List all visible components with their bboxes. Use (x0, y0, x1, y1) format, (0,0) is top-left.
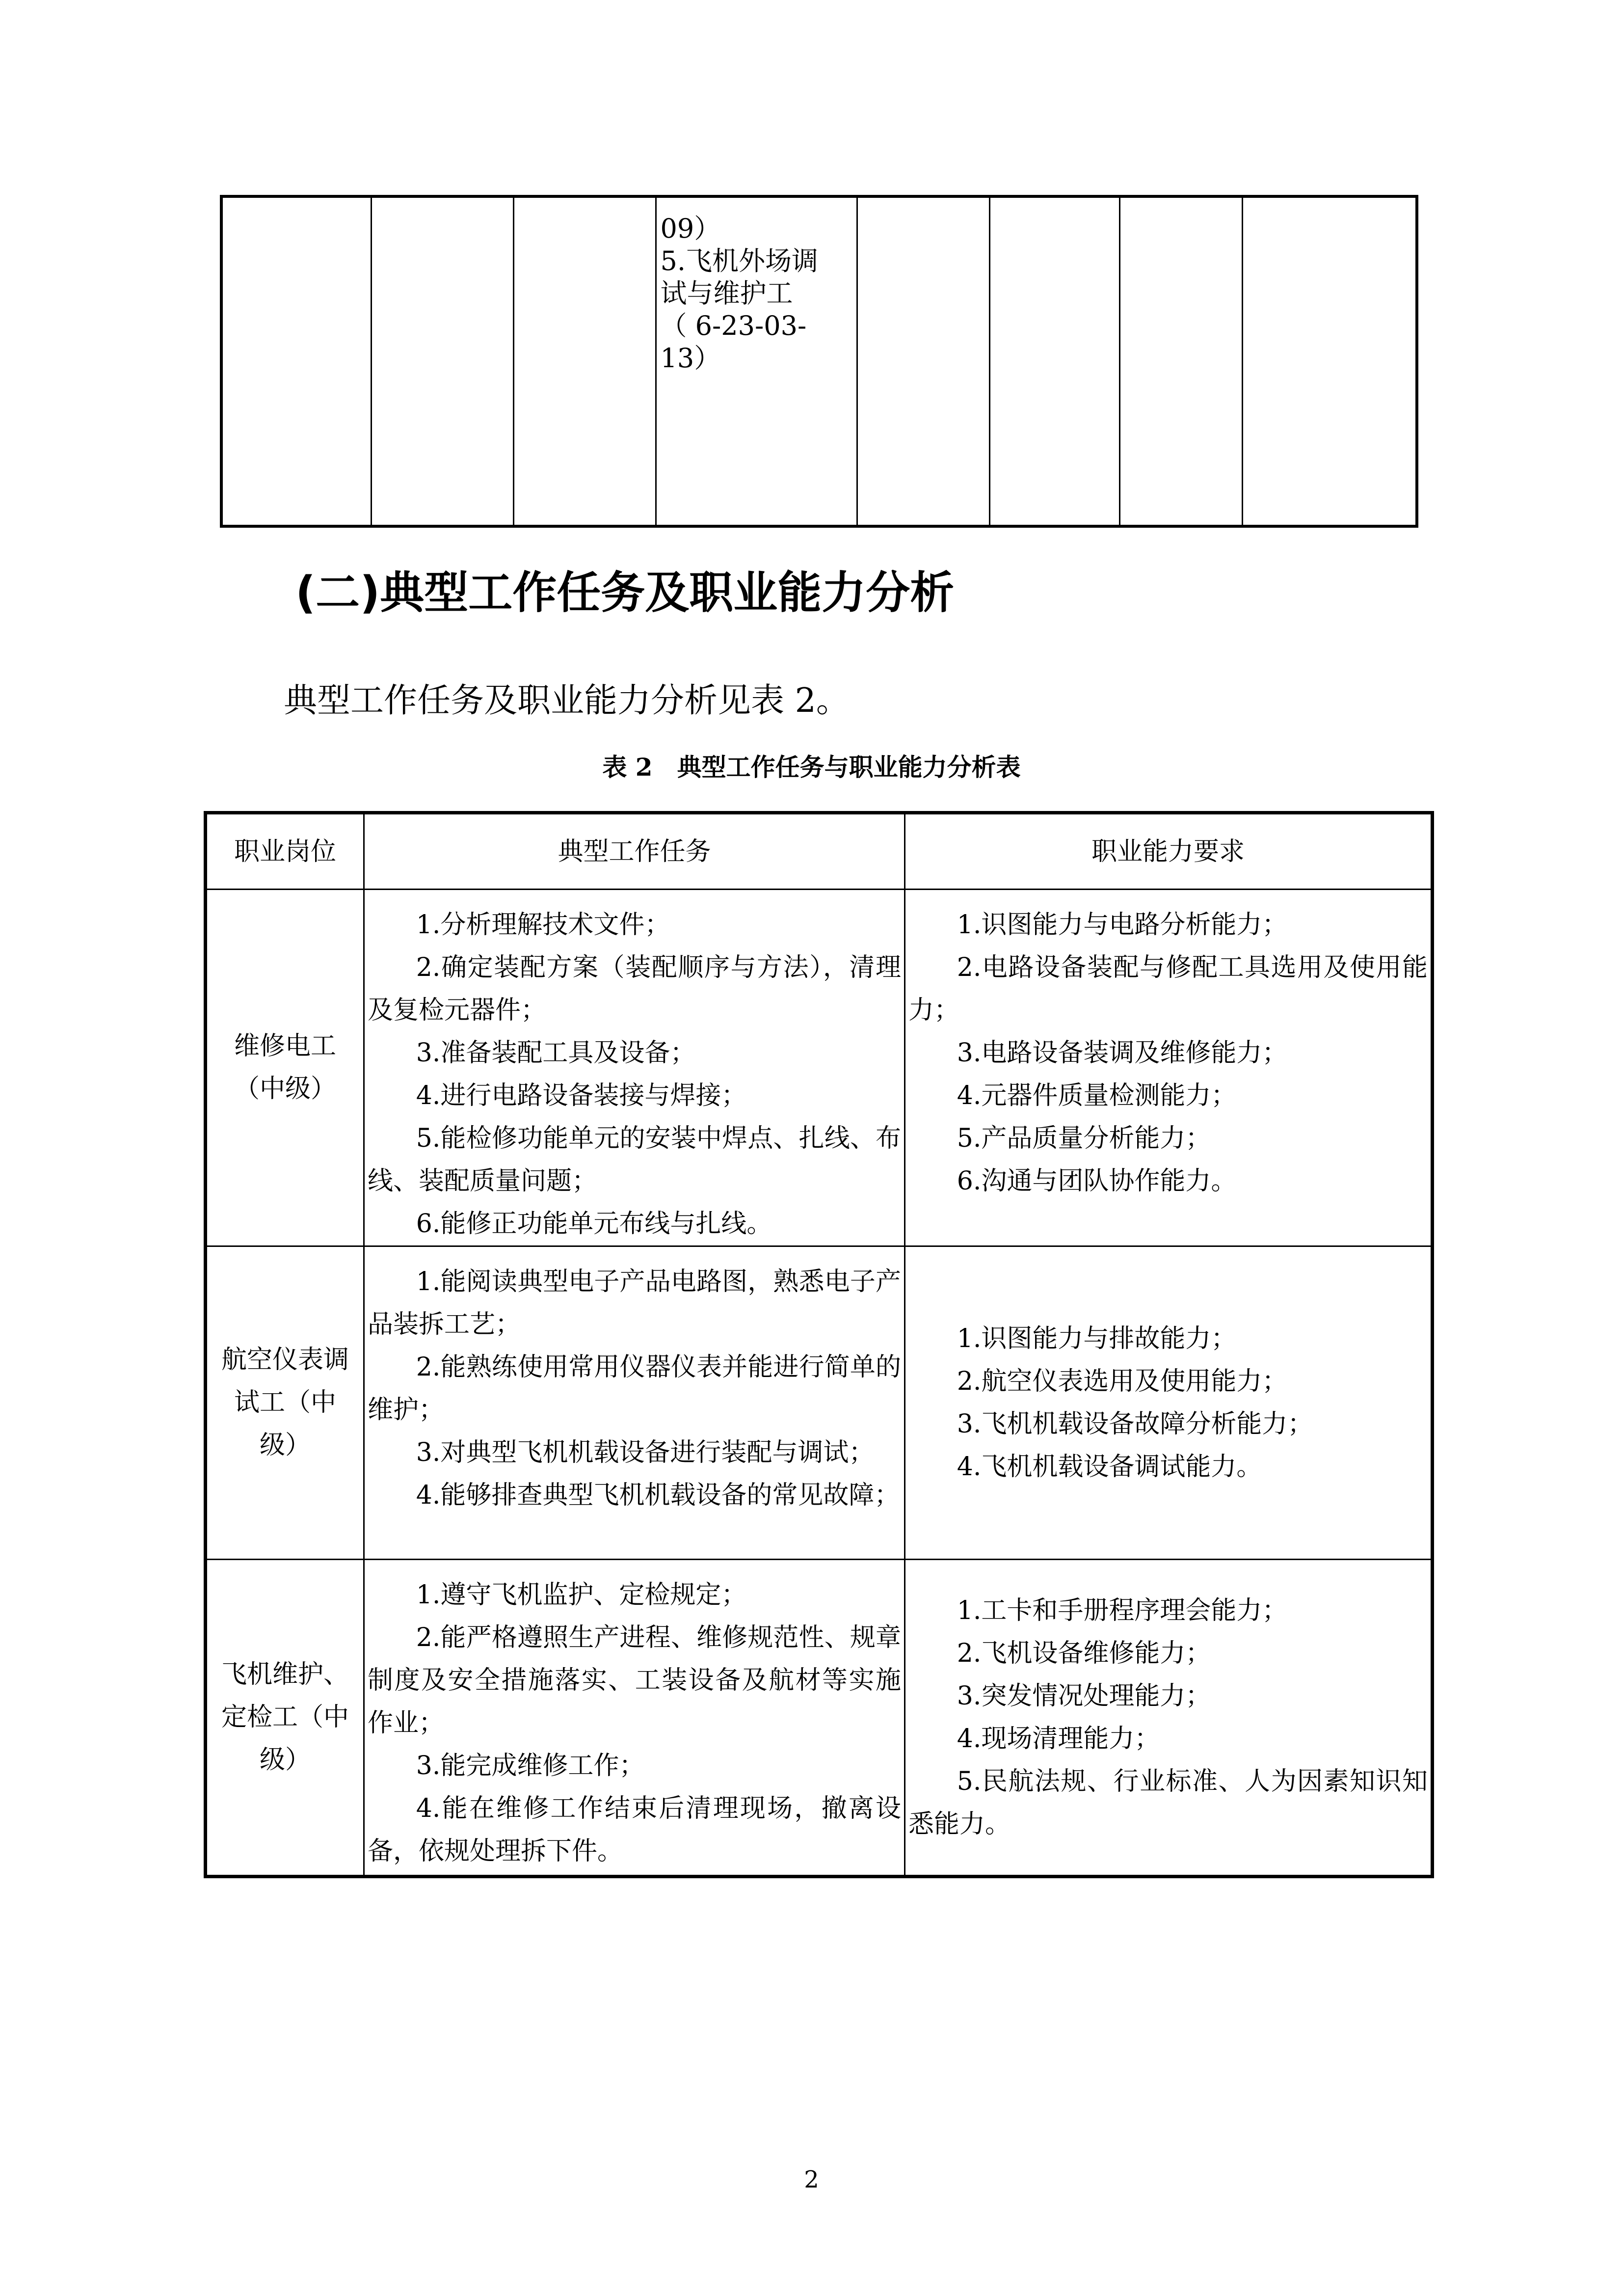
tasks-cell (364, 890, 905, 1246)
task-item: 2.确定装配方案（装配顺序与方法），清理及复检元器件； (368, 953, 901, 1025)
ability-item: 2.飞机设备维修能力； (957, 1638, 1211, 1668)
position-cell (206, 890, 364, 1246)
task-item: 2.能熟练使用常用仪器仪表并能进行简单的维护； (368, 1352, 901, 1425)
abilities-cell (905, 1560, 1433, 1877)
task-item: 3.对典型飞机机载设备进行装配与调试； (416, 1438, 875, 1467)
table-header-row (206, 813, 1433, 890)
table1-cell (1119, 196, 1242, 526)
tasks-cell (364, 1246, 905, 1560)
header-abilities: 职业能力要求 (905, 813, 1433, 890)
position-line: 维修电工 (234, 1031, 336, 1061)
table1-cell (857, 196, 989, 526)
table-row (206, 1246, 1433, 1560)
abilities-cell (905, 890, 1433, 1246)
ability-item: 4.元器件质量检测能力； (957, 1081, 1237, 1110)
position-cell (206, 1560, 364, 1877)
section-intro: 典型工作任务及职业能力分析见表 2。 (284, 681, 850, 720)
table1-continuation (220, 195, 1418, 528)
ability-item: 2.航空仪表选用及使用能力； (957, 1366, 1288, 1396)
ability-item: 3.突发情况处理能力； (957, 1681, 1211, 1711)
task-item: 5.能检修功能单元的安装中焊点、扎线、布线、装配质量问题； (368, 1124, 901, 1196)
position-line: 航空仪表调 (221, 1345, 349, 1375)
task-item: 2.能严格遵照生产进程、维修规范性、规章制度及安全措施落实、工装设备及航材等实施作业； (368, 1623, 901, 1738)
position-line: 定检工（中 (221, 1702, 349, 1732)
table-row (206, 1560, 1433, 1877)
table1-cell (989, 196, 1119, 526)
table-caption: 表 2 典型工作任务与职业能力分析表 (602, 753, 1021, 782)
table1-cell (221, 196, 371, 526)
task-item: 1.能阅读典型电子产品电路图，熟悉电子产品装拆工艺； (368, 1267, 901, 1339)
page-number: 2 (804, 2166, 819, 2193)
table1-row (221, 196, 1417, 526)
task-item: 4.能在维修工作结束后清理现场，撤离设备，依规处理拆下件。 (368, 1794, 901, 1866)
ability-item: 3.飞机机载设备故障分析能力； (957, 1409, 1313, 1439)
ability-item: 6.沟通与团队协作能力。 (957, 1166, 1237, 1196)
table-row (206, 890, 1433, 1246)
header-tasks: 典型工作任务 (364, 813, 905, 890)
job-analysis-table (204, 811, 1434, 1878)
ability-item: 1.工卡和手册程序理会能力； (957, 1595, 1288, 1625)
position-line: （中级） (234, 1074, 336, 1104)
position-line: 飞机维护、 (221, 1660, 349, 1689)
ability-item: 4.现场清理能力； (957, 1724, 1160, 1754)
ability-item: 5.民航法规、行业标准、人为因素知识知悉能力。 (908, 1766, 1428, 1839)
task-item: 4.能够排查典型飞机机载设备的常见故障； (416, 1481, 900, 1510)
table1-cell (371, 196, 513, 526)
position-cell (206, 1246, 364, 1560)
position-line: 试工（中 (234, 1388, 336, 1417)
tasks-cell (364, 1560, 905, 1877)
ability-item: 2.电路设备装配与修配工具选用及使用能力； (908, 953, 1428, 1025)
ability-item: 3.电路设备装调及维修能力； (957, 1038, 1288, 1068)
position-line: 级） (259, 1745, 311, 1775)
ability-item: 1.识图能力与排故能力； (957, 1324, 1237, 1353)
ability-item: 1.识图能力与电路分析能力； (957, 910, 1288, 940)
header-position: 职业岗位 (206, 813, 364, 890)
position-line: 级） (259, 1431, 311, 1460)
section-heading: (二)典型工作任务及职业能力分析 (295, 567, 955, 619)
ability-item: 4.飞机机载设备调试能力。 (957, 1452, 1262, 1482)
table1-cell-text: 09） 5.飞机外场调 试与维护工 （ 6-23-03- 13） (660, 213, 819, 374)
table1-cell (656, 196, 857, 526)
abilities-cell (905, 1246, 1433, 1560)
table1-cell (513, 196, 656, 526)
task-item: 1.遵守飞机监护、定检规定； (416, 1580, 747, 1610)
table1-cell (1242, 196, 1417, 526)
task-item: 6.能修正功能单元布线与扎线。 (416, 1209, 772, 1239)
task-item: 3.准备装配工具及设备； (416, 1038, 696, 1068)
task-item: 4.进行电路设备装接与焊接； (416, 1081, 747, 1110)
ability-item: 5.产品质量分析能力； (957, 1124, 1211, 1153)
task-item: 3.能完成维修工作； (416, 1751, 645, 1781)
task-item: 1.分析理解技术文件； (416, 910, 670, 940)
